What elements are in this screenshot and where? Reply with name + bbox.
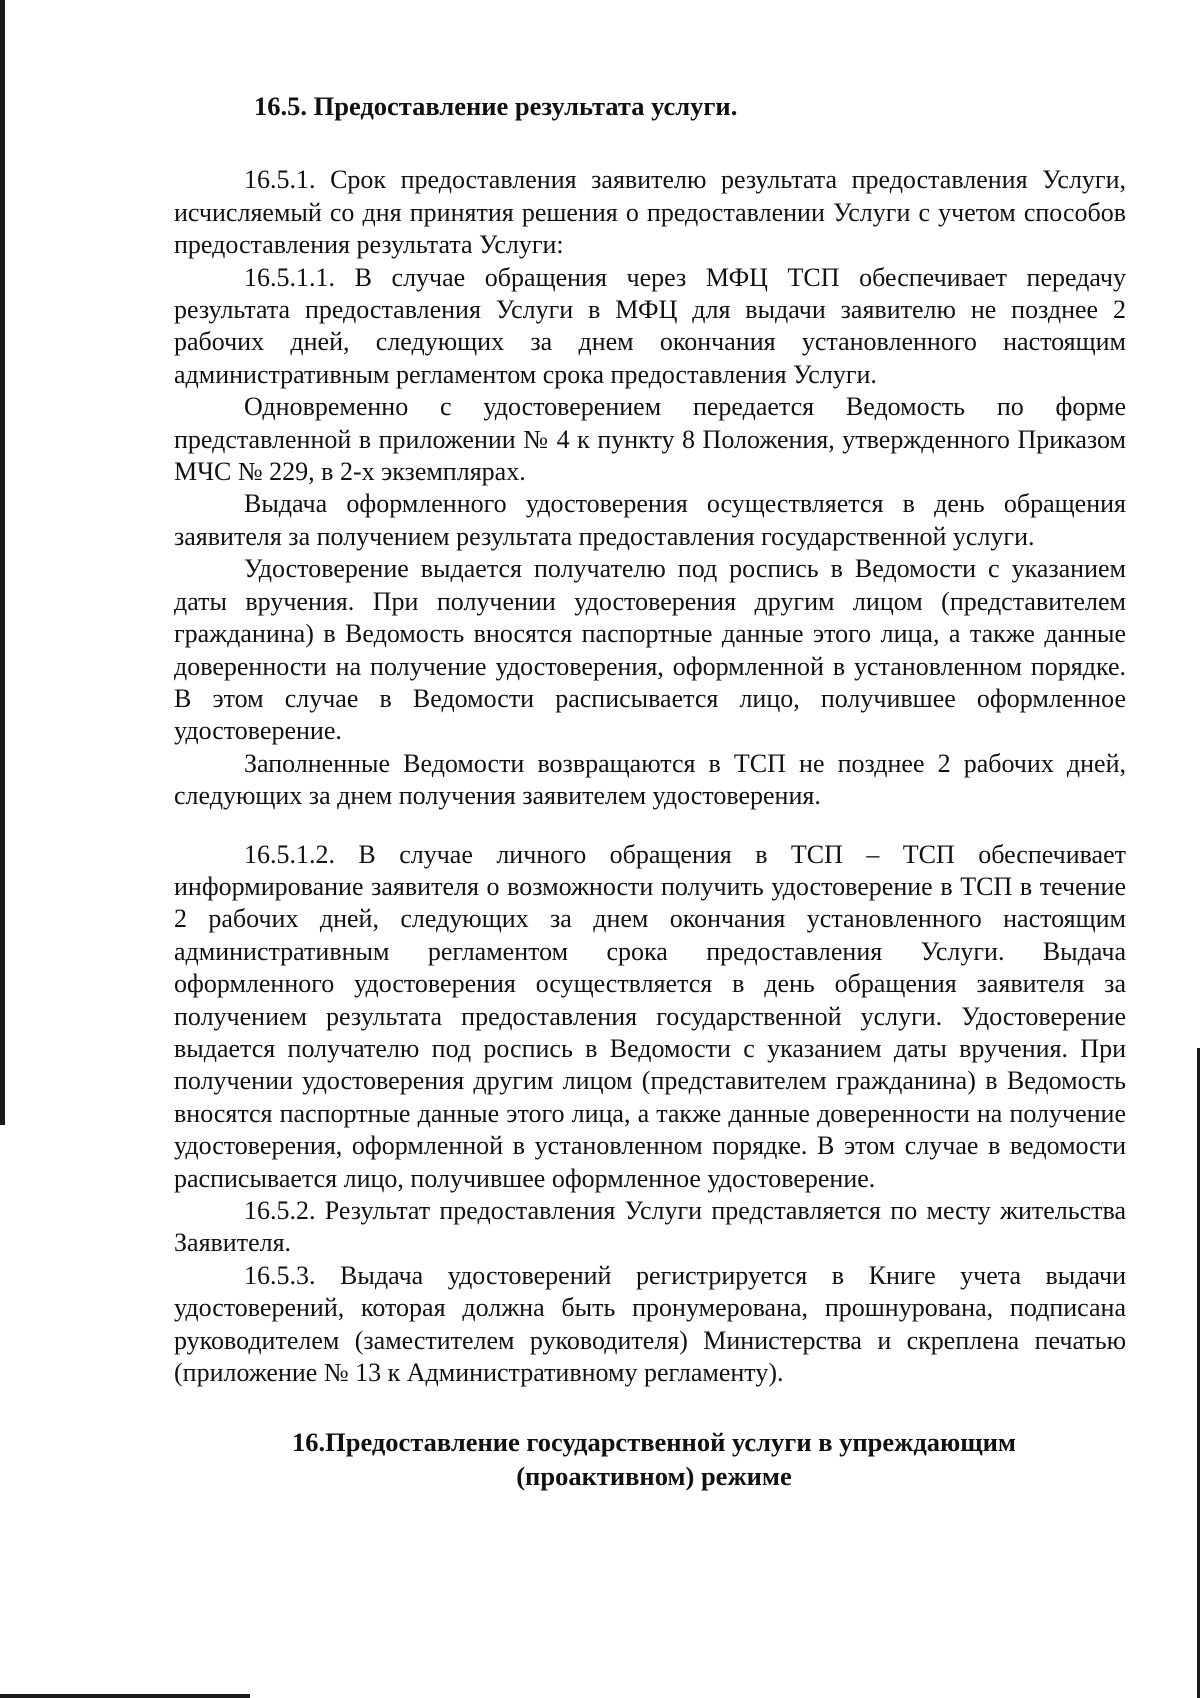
paragraph-issuance-day: Выдача оформленного удостоверения осуществляется в день обращения заявителя за получением результата предоставления государственной услуги. xyxy=(174,489,1126,551)
section-title-line-1: 16.Предоставление государственной услуги в упреждающим xyxy=(292,1427,1016,1458)
paragraph-16-5-1: 16.5.1. Срок предоставления заявителю результата предоставления Услуги, исчисляемый со дня принятия решения о предоставлении Услуги с учетом способов предоставления результата Услуги: xyxy=(174,165,1126,260)
paragraph-16-5-2: 16.5.2. Результат предоставления Услуги представляется по месту жительства Заявителя. xyxy=(174,1196,1126,1258)
paragraph-vedomost-return: Заполненные Ведомости возвращаются в ТСП не позднее 2 рабочих дней, следующих за днем получения заявителем удостоверения. xyxy=(174,748,1126,811)
paragraph-signature-receipt: Удостоверение выдается получателю под роспись в Ведомости с указанием даты вручения. При получении удостоверения другим лицом (представителем гражданина) в Ведомость вносятся паспортные данные этого лица, а также данные доверенности на получение удостоверения, оформленной в установленном порядке. В этом случае в Ведомости расписывается лицо, получившее оформленное удостоверение. xyxy=(174,554,1126,746)
paragraph-gap xyxy=(174,813,1126,839)
paragraph-16-5-3: 16.5.3. Выдача удостоверений регистрируется в Книге учета выдачи удостоверений, которая должна быть пронумерована, прошнурована, подписана руководителем (заместителем руководителя) Министерства и скреплена печатью (приложение № 13 к Административному регламенту). xyxy=(174,1260,1126,1388)
scan-edge-left xyxy=(0,0,5,1125)
document-content xyxy=(174,90,1126,1493)
paragraph-vedomost-transfer: Одновременно с удостоверением передается Ведомость по форме представленной в приложении № 4 к пункту 8 Положения, утвержденного Приказом МЧС № 229, в 2-х экземплярах. xyxy=(174,392,1126,487)
subsection-heading: 16.5. Предоставление результата услуги. xyxy=(254,91,738,121)
scan-edge-bottom xyxy=(0,1694,250,1698)
section-title-line-2: (проактивном) режиме xyxy=(516,1461,792,1492)
section-title xyxy=(174,1425,1126,1493)
paragraph-16-5-1-1: 16.5.1.1. В случае обращения через МФЦ ТСП обеспечивает передачу результата предоставления Услуги в МФЦ для выдачи заявителю не позднее 2 рабочих дней, следующих за днем окончания установленного настоящим административным регламентом срока предоставления Услуги. xyxy=(174,262,1126,389)
paragraph-16-5-1-2: 16.5.1.2. В случае личного обращения в ТСП – ТСП обеспечивает информирование заявителя о возможности получить удостоверение в ТСП в течение 2 рабочих дней, следующих за днем окончания установленного настоящим административным регламентом срока предоставления Услуги. Выдача оформленного удостоверения осуществляется в день обращения заявителя за получением результата предоставления государственной услуги. Удостоверение выдается получателю под роспись в Ведомости с указанием даты вручения. При получении удостоверения другим лицом (представителем гражданина) в Ведомость вносятся паспортные данные этого лица, а также данные доверенности на получение удостоверения, оформленной в установленном порядке. В этом случае в ведомости расписывается лицо, получившее оформленное удостоверение. xyxy=(174,839,1126,1193)
